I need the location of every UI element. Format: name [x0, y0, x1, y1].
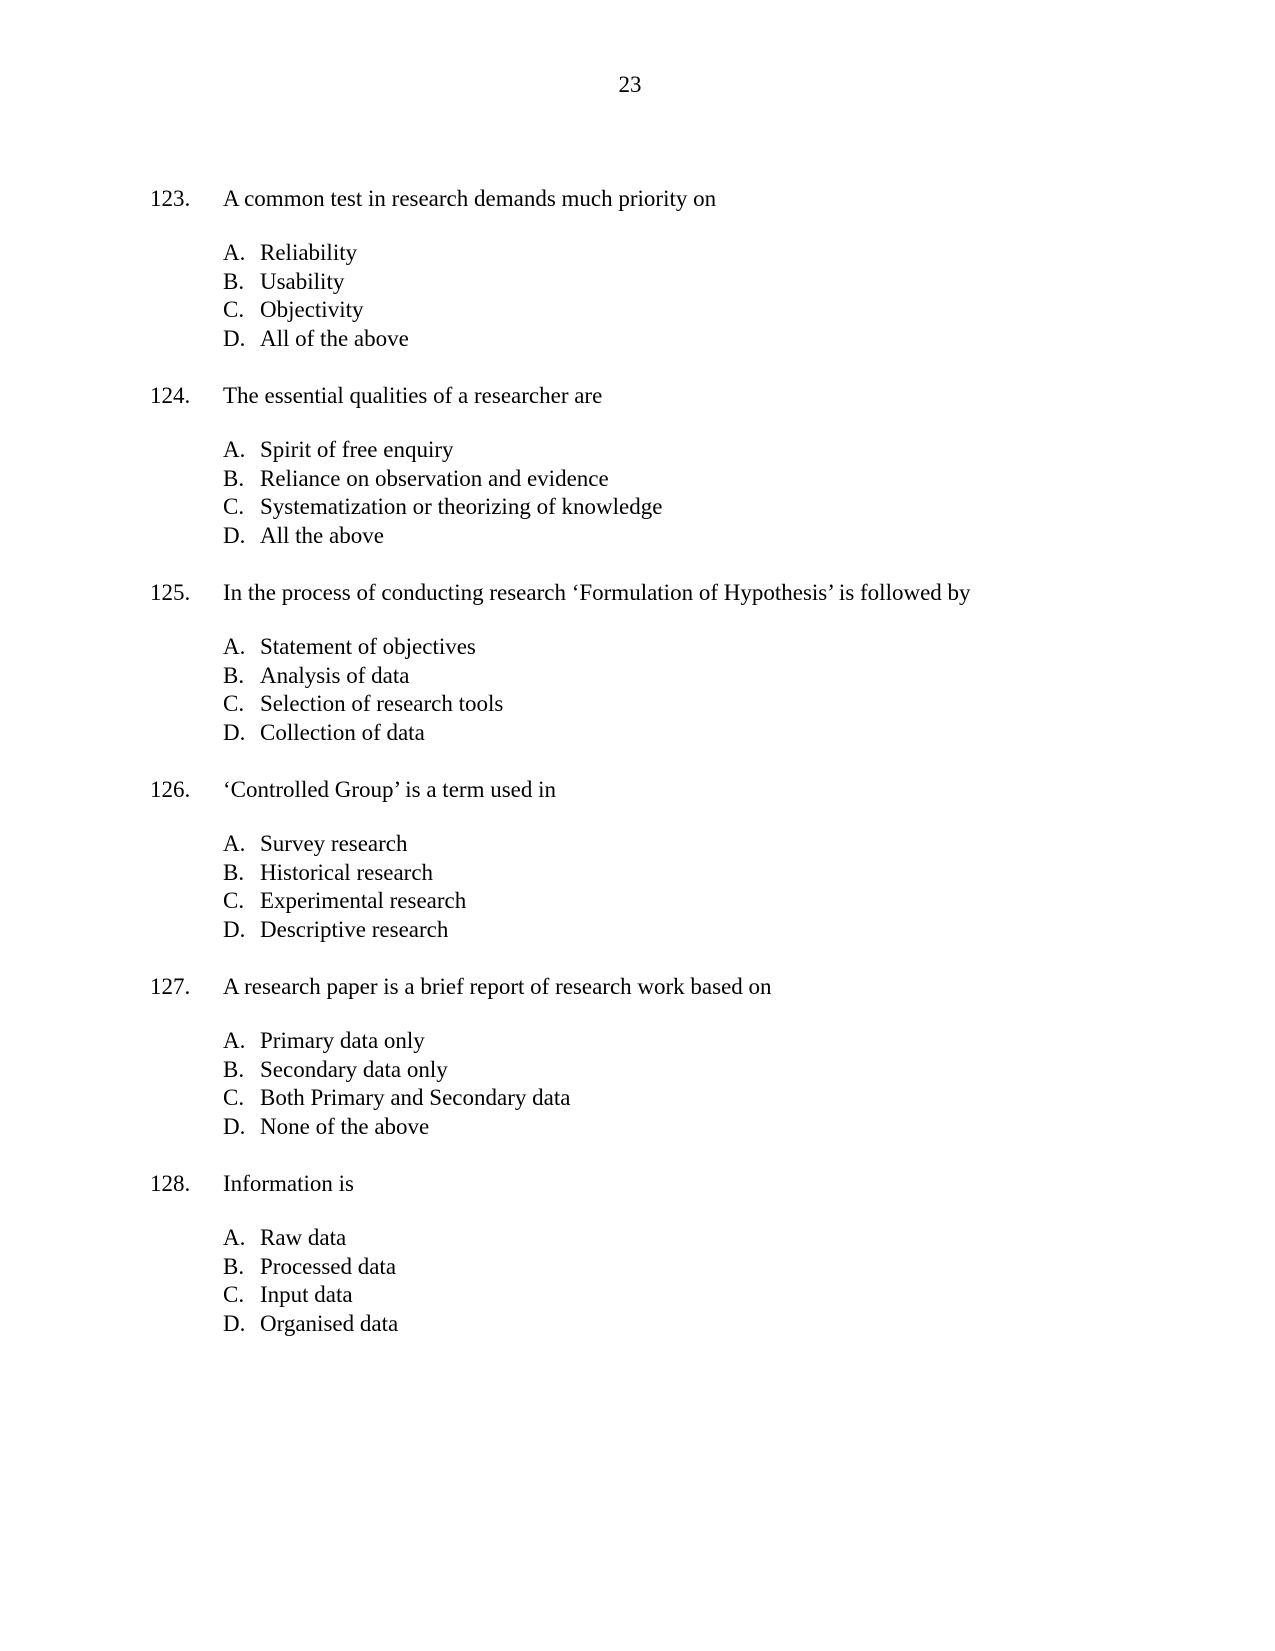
option-list — [150, 633, 1230, 747]
option-list — [150, 1027, 1230, 1141]
option-letter: C. — [223, 1282, 245, 1307]
question-stem — [150, 775, 1230, 805]
option-c — [223, 1084, 1230, 1113]
option-text: Survey research — [260, 831, 408, 856]
option-letter: C. — [223, 691, 245, 716]
question-126 — [150, 775, 1230, 944]
option-letter: D. — [223, 719, 246, 745]
option-a — [223, 830, 1230, 859]
option-text: Processed data — [260, 1253, 397, 1279]
option-letter: C. — [223, 888, 245, 913]
option-text: All the above — [260, 522, 384, 548]
option-text: Historical research — [260, 859, 434, 885]
option-letter: D. — [223, 1113, 246, 1139]
option-text: Organised data — [260, 1310, 399, 1336]
option-letter: D. — [223, 916, 246, 942]
option-d — [223, 522, 1230, 551]
option-text: All of the above — [260, 325, 409, 351]
option-c — [223, 887, 1230, 916]
option-c — [223, 1281, 1230, 1310]
option-text: Raw data — [260, 1225, 347, 1250]
option-letter: D. — [223, 1310, 246, 1336]
option-letter: C. — [223, 297, 245, 322]
option-b — [223, 1253, 1230, 1282]
option-letter: A. — [223, 240, 246, 265]
option-c — [223, 493, 1230, 522]
option-list — [150, 830, 1230, 944]
question-125 — [150, 578, 1230, 747]
option-b — [223, 268, 1230, 297]
question-stem — [150, 1169, 1230, 1199]
option-b — [223, 859, 1230, 888]
option-d — [223, 1113, 1230, 1142]
option-text: None of the above — [260, 1113, 430, 1139]
option-text: Selection of research tools — [260, 691, 504, 716]
option-text: Spirit of free enquiry — [260, 437, 454, 462]
option-letter: A. — [223, 437, 246, 462]
option-d — [223, 325, 1230, 354]
option-list — [150, 436, 1230, 550]
option-text: Usability — [260, 268, 345, 294]
option-d — [223, 916, 1230, 945]
option-list — [150, 239, 1230, 353]
question-stem — [150, 184, 1230, 214]
option-b — [223, 465, 1230, 494]
option-text: Experimental research — [260, 888, 467, 913]
question-number: 127. — [150, 974, 191, 999]
option-letter: B. — [223, 662, 245, 688]
question-list — [150, 184, 1230, 1366]
option-letter: A. — [223, 831, 246, 856]
option-c — [223, 296, 1230, 325]
question-stem — [150, 578, 1230, 608]
option-d — [223, 1310, 1230, 1339]
question-number: 128. — [150, 1171, 191, 1196]
option-letter: B. — [223, 465, 245, 491]
question-127 — [150, 972, 1230, 1141]
option-text: Statement of objectives — [260, 634, 476, 659]
option-text: Input data — [260, 1282, 353, 1307]
question-128 — [150, 1169, 1230, 1338]
option-text: Analysis of data — [260, 662, 410, 688]
option-a — [223, 239, 1230, 268]
question-124 — [150, 381, 1230, 550]
option-a — [223, 633, 1230, 662]
option-text: Collection of data — [260, 719, 425, 745]
option-letter: B. — [223, 268, 245, 294]
question-number: 123. — [150, 186, 191, 211]
option-text: Descriptive research — [260, 916, 449, 942]
question-text: A common test in research demands much priority on — [223, 186, 717, 211]
option-b — [223, 1056, 1230, 1085]
question-123 — [150, 184, 1230, 353]
question-text: A research paper is a brief report of research work based on — [223, 974, 772, 999]
option-letter: B. — [223, 1253, 245, 1279]
option-letter: A. — [223, 1028, 246, 1053]
option-text: Both Primary and Secondary data — [260, 1085, 571, 1110]
option-letter: D. — [223, 522, 246, 548]
question-text: Information is — [223, 1171, 354, 1196]
question-number: 125. — [150, 580, 191, 605]
question-stem — [150, 972, 1230, 1002]
option-list — [150, 1224, 1230, 1338]
option-text: Primary data only — [260, 1028, 425, 1053]
option-letter: C. — [223, 1085, 245, 1110]
question-text: In the process of conducting research ‘Formulation of Hypothesis’ is followed by — [223, 580, 971, 605]
option-text: Secondary data only — [260, 1056, 448, 1082]
question-number: 124. — [150, 383, 191, 408]
option-letter: A. — [223, 1225, 246, 1250]
option-letter: A. — [223, 634, 246, 659]
option-text: Systematization or theorizing of knowledge — [260, 494, 663, 519]
option-text: Reliance on observation and evidence — [260, 465, 609, 491]
option-letter: D. — [223, 325, 246, 351]
question-text: The essential qualities of a researcher are — [223, 383, 603, 408]
option-letter: B. — [223, 859, 245, 885]
option-text: Objectivity — [260, 297, 364, 322]
option-a — [223, 1224, 1230, 1253]
option-text: Reliability — [260, 240, 358, 265]
option-letter: C. — [223, 494, 245, 519]
option-letter: B. — [223, 1056, 245, 1082]
option-d — [223, 719, 1230, 748]
option-c — [223, 690, 1230, 719]
question-text: ‘Controlled Group’ is a term used in — [223, 777, 557, 802]
question-stem — [150, 381, 1230, 411]
question-number: 126. — [150, 777, 191, 802]
option-a — [223, 436, 1230, 465]
option-a — [223, 1027, 1230, 1056]
page-number: 23 — [618, 72, 642, 97]
option-b — [223, 662, 1230, 691]
